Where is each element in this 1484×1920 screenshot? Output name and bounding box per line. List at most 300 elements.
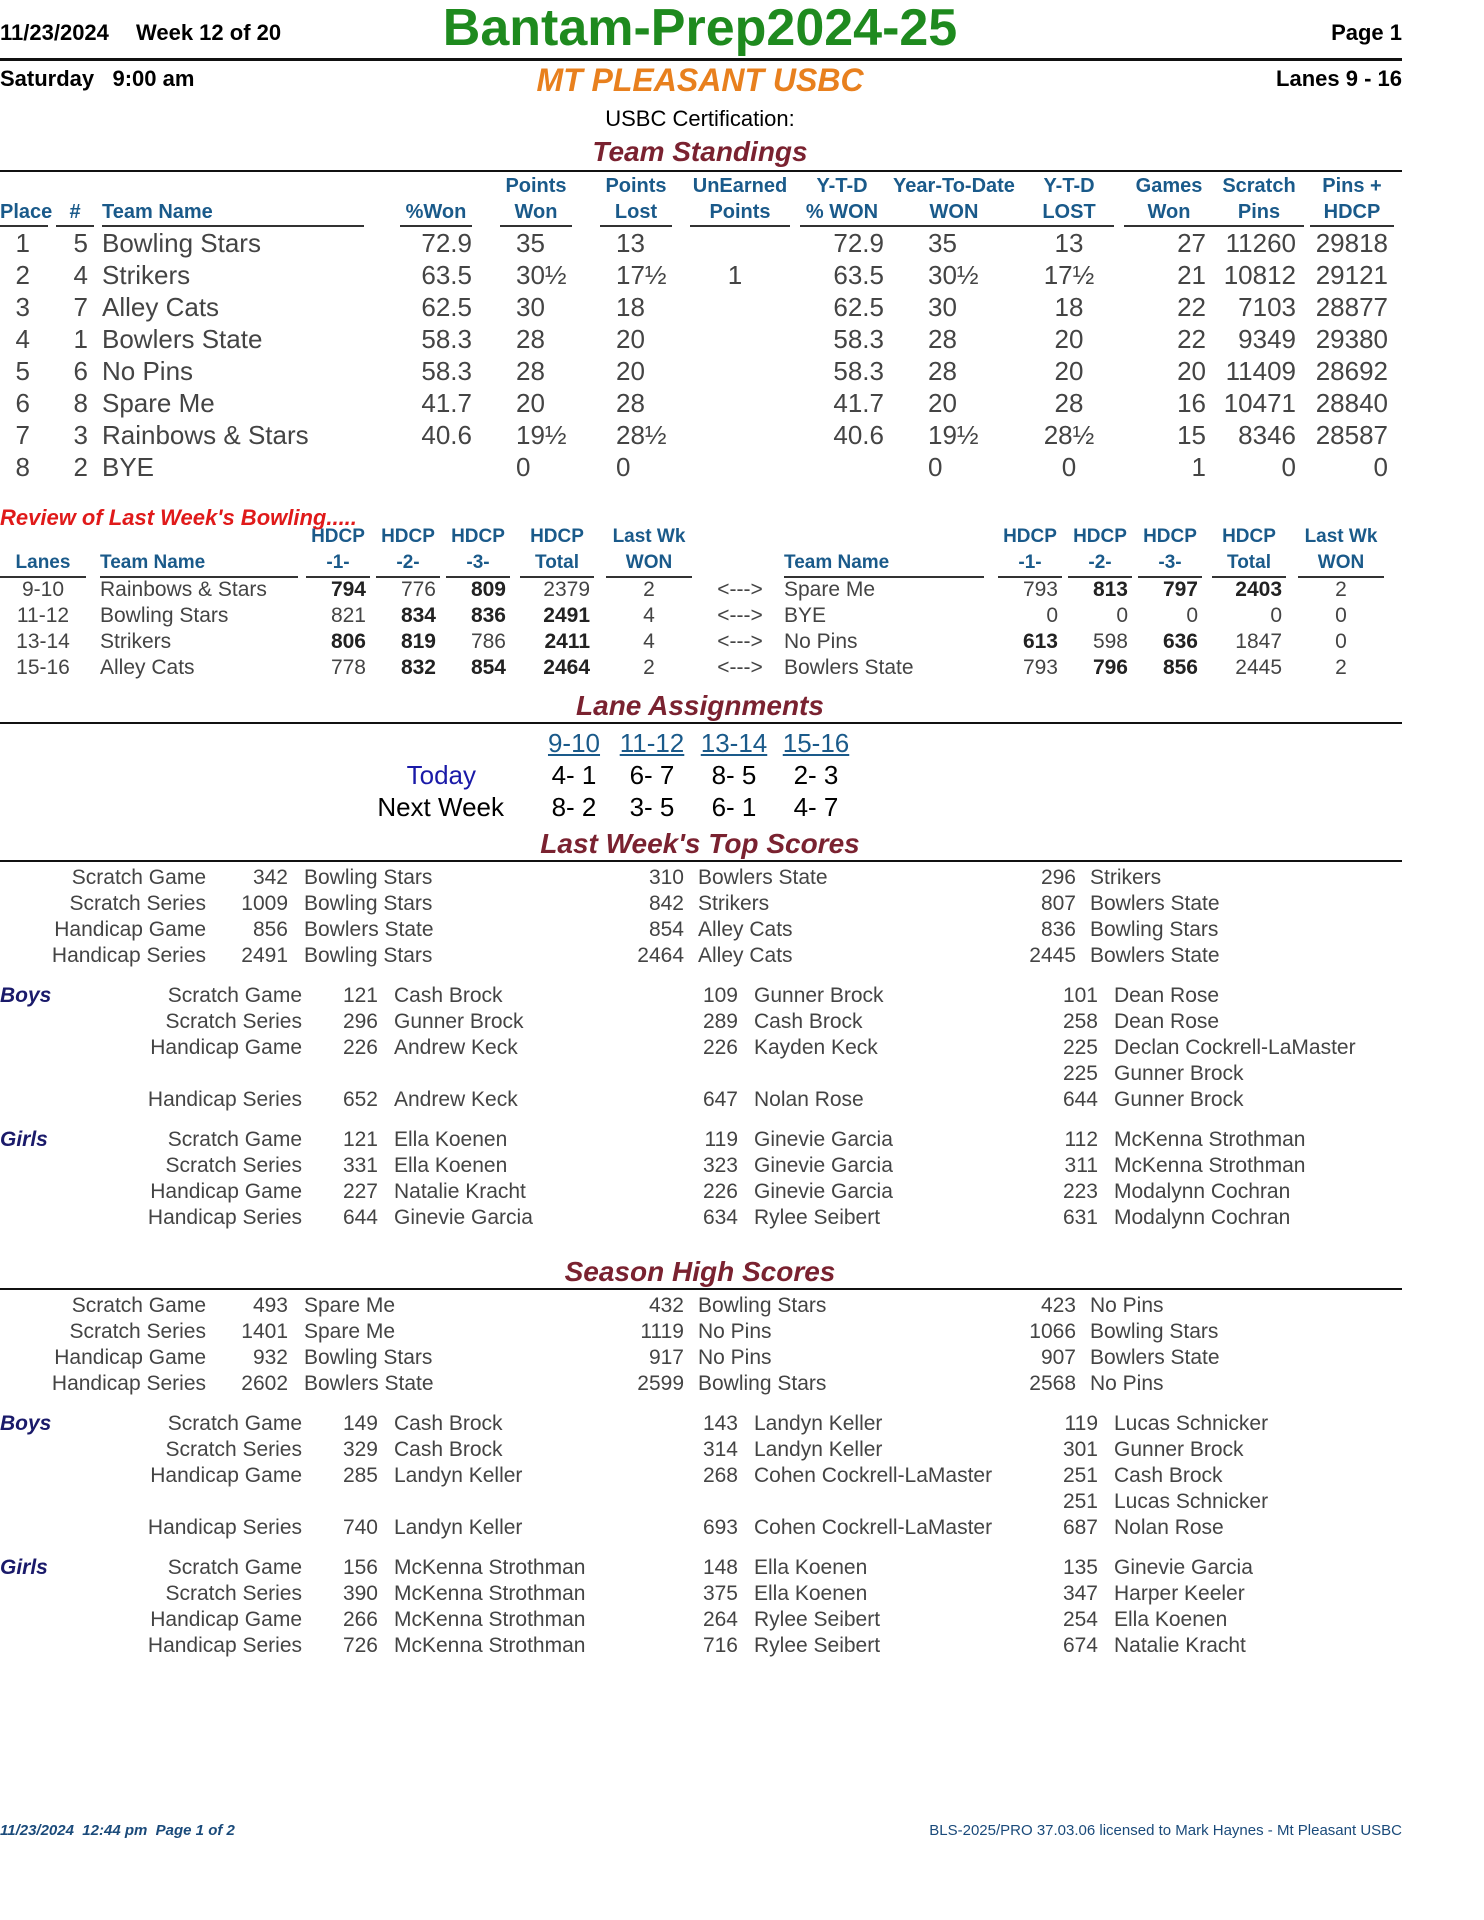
- score-3: 254: [1062, 1608, 1098, 1631]
- review-header-7: [606, 524, 692, 578]
- review-header-top: HDCP: [1222, 526, 1276, 547]
- score-label: [100, 1062, 302, 1088]
- name-3: Bowlers State: [1090, 892, 1220, 915]
- review-header-4: [376, 524, 440, 578]
- score-2: 2464: [637, 944, 684, 967]
- score-1: 121: [342, 984, 378, 1007]
- score-2: 693: [702, 1516, 738, 1539]
- name-3: Gunner Brock: [1114, 1062, 1244, 1085]
- name-2: Rylee Seibert: [754, 1634, 881, 1657]
- review-header-9: [998, 524, 1062, 578]
- standings-header-1: [0, 173, 53, 227]
- standings-pct: 58.3: [421, 356, 472, 386]
- name-1: Bowling Stars: [304, 944, 433, 967]
- league-title: Bantam-Prep2024-25: [442, 0, 958, 57]
- standings-hdcp: 28840: [1315, 388, 1388, 418]
- standings-header-8: [800, 173, 884, 227]
- standings-header-top: UnEarned: [692, 175, 788, 197]
- standings-ytd-won: 30: [928, 292, 957, 322]
- next-week-pair: 4- 7: [793, 792, 839, 822]
- header-rule: [0, 58, 1402, 61]
- score-3: 807: [1040, 892, 1076, 915]
- score-3: 112: [1064, 1128, 1098, 1151]
- score-1: 856: [252, 918, 288, 941]
- lane-assignments-rule: [0, 722, 1402, 724]
- score-3: 423: [1040, 1294, 1076, 1317]
- name-2: Bowling Stars: [698, 1294, 827, 1317]
- review-arrow: <--->: [717, 656, 763, 679]
- today-label: Today: [406, 760, 476, 790]
- standings-num: 8: [73, 388, 88, 418]
- standings-header-bottom: Place: [0, 199, 48, 227]
- standings-won: 0: [516, 452, 531, 482]
- standings-ytd-lost: 0: [1061, 452, 1077, 482]
- name-2: Ella Koenen: [754, 1556, 868, 1579]
- standings-header-top: [0, 173, 48, 199]
- score-2: 226: [702, 1036, 738, 1059]
- name-1: Natalie Kracht: [394, 1180, 526, 1203]
- name-2: Strikers: [698, 892, 770, 915]
- score-label: Scratch Game: [167, 1556, 302, 1579]
- score-1: 652: [342, 1088, 378, 1111]
- standings-ytd-pct: 63.5: [833, 260, 884, 290]
- name-2: Rylee Seibert: [754, 1206, 881, 1229]
- score-label: [100, 1490, 302, 1516]
- standings-header-top: [400, 173, 472, 199]
- standings-header-13: [1310, 173, 1394, 227]
- score-1: 121: [342, 1128, 378, 1151]
- standings-ytd-won: 28: [928, 324, 957, 354]
- review-g1: 821: [330, 604, 366, 627]
- score-2: 119: [704, 1128, 738, 1151]
- standings-row: [0, 324, 1402, 356]
- review-won: 4: [643, 604, 655, 627]
- standings-row: [0, 292, 1402, 324]
- score-2: 716: [702, 1634, 738, 1657]
- name-1: Landyn Keller: [394, 1464, 523, 1487]
- score-2: 289: [702, 1010, 738, 1033]
- review-header-bottom: -3-: [446, 550, 510, 578]
- score-2: 634: [702, 1206, 738, 1229]
- name-3: Bowlers State: [1090, 1346, 1220, 1369]
- standings-num: 7: [73, 292, 88, 322]
- name-2: Ginevie Garcia: [754, 1180, 893, 1203]
- review-header-top: [784, 524, 984, 550]
- review-h1: 613: [1022, 630, 1058, 653]
- name-3: Ella Koenen: [1114, 1608, 1228, 1631]
- standings-header-bottom: Team Name: [102, 199, 364, 227]
- standings-hdcp: 28877: [1315, 292, 1388, 322]
- score-3: 687: [1062, 1516, 1098, 1539]
- standings-ytd-lost: 20: [1054, 356, 1084, 386]
- standings-won: 30: [516, 292, 545, 322]
- score-3: 258: [1062, 1010, 1098, 1033]
- name-1: Gunner Brock: [394, 1010, 524, 1033]
- season-rule: [0, 1288, 1402, 1290]
- standings-scratch: 9349: [1238, 324, 1296, 354]
- name-2: Landyn Keller: [754, 1412, 883, 1435]
- score-3: 225: [1062, 1036, 1098, 1059]
- review-header-top: HDCP: [311, 526, 365, 547]
- score-label: Scratch Series: [69, 892, 206, 915]
- standings-ytd-pct: 58.3: [833, 356, 884, 386]
- standings-games: 22: [1177, 292, 1206, 322]
- standings-header-top: Games: [1135, 175, 1203, 197]
- name-2: Nolan Rose: [754, 1088, 864, 1111]
- standings-header-10: [1024, 173, 1114, 227]
- standings-header-12: [1214, 173, 1304, 227]
- score-3: 251: [1062, 1464, 1098, 1487]
- standings-games: 1: [1191, 452, 1206, 482]
- standings-ytd-pct: 72.9: [833, 228, 884, 258]
- boys-label: Boys: [0, 1412, 52, 1435]
- name-1: McKenna Strothman: [394, 1634, 586, 1657]
- review-lanes: 13-14: [16, 630, 70, 653]
- name-1: Bowlers State: [304, 1372, 434, 1395]
- name-3: McKenna Strothman: [1114, 1128, 1306, 1151]
- score-3: 296: [1040, 866, 1076, 889]
- name-1: Cash Brock: [394, 984, 503, 1007]
- score-1: 227: [342, 1180, 378, 1203]
- standings-team: Bowling Stars: [102, 228, 261, 258]
- review-g2: 834: [400, 604, 436, 627]
- next-week-label: Next Week: [377, 792, 504, 822]
- standings-place: 7: [15, 420, 30, 450]
- name-2: Bowlers State: [698, 866, 828, 889]
- review-header-top: HDCP: [451, 526, 505, 547]
- standings-ytd-lost: 28: [1054, 388, 1084, 418]
- review-header-bottom: -2-: [1068, 550, 1132, 578]
- standings-won: 28: [516, 356, 545, 386]
- standings-lost: 18: [616, 292, 645, 322]
- review-total2: 1847: [1235, 630, 1282, 653]
- standings-lost: 20: [616, 356, 645, 386]
- name-3: Dean Rose: [1114, 984, 1220, 1007]
- review-h2: 0: [1116, 604, 1128, 627]
- review-total2: 0: [1270, 604, 1282, 627]
- review-won: 4: [643, 630, 655, 653]
- review-row: [0, 604, 1402, 630]
- score-label: Handicap Series: [147, 1634, 302, 1657]
- review-team1: Rainbows & Stars: [100, 578, 267, 601]
- standings-team: No Pins: [102, 356, 194, 386]
- score-2: 2599: [637, 1372, 684, 1395]
- score-3: 836: [1040, 918, 1076, 941]
- standings-scratch: 8346: [1238, 420, 1296, 450]
- standings-scratch: 11260: [1225, 228, 1296, 258]
- standings-team: Alley Cats: [102, 292, 220, 322]
- review-header-bottom: -2-: [376, 550, 440, 578]
- standings-team: Spare Me: [102, 388, 215, 418]
- review-header-bottom: -1-: [306, 550, 370, 578]
- review-g1: 806: [330, 630, 366, 653]
- standings-num: 1: [73, 324, 88, 354]
- score-1: [320, 1062, 378, 1088]
- review-header-top: HDCP: [381, 526, 435, 547]
- review-h1: 0: [1046, 604, 1058, 627]
- name-2: Cash Brock: [754, 1010, 863, 1033]
- standings-row: [0, 388, 1402, 420]
- boys-label: Boys: [0, 984, 52, 1007]
- name-3: Nolan Rose: [1114, 1516, 1224, 1539]
- review-header-12: [1212, 524, 1286, 578]
- standings-header-bottom: Pins: [1214, 199, 1304, 227]
- last-week-rule: [0, 860, 1402, 862]
- standings-lost: 20: [616, 324, 645, 354]
- score-label: Handicap Series: [51, 944, 206, 967]
- review-header-bottom: Total: [520, 550, 594, 578]
- standings-header-9: [884, 173, 1024, 227]
- review-g3: 854: [470, 656, 506, 679]
- review-header-top: HDCP: [1073, 526, 1127, 547]
- lanes-range: Lanes 9 - 16: [1276, 66, 1402, 91]
- standings-won: 30½: [516, 260, 567, 290]
- standings-games: 21: [1177, 260, 1206, 290]
- name-2: No Pins: [698, 1346, 772, 1369]
- standings-ytd-pct: 41.7: [833, 388, 884, 418]
- standings-hdcp: 29121: [1315, 260, 1388, 290]
- name-3: Modalynn Cochran: [1114, 1180, 1291, 1203]
- score-2: 323: [702, 1154, 738, 1177]
- standings-team: Rainbows & Stars: [102, 420, 309, 450]
- standings-header-bottom: #: [56, 199, 94, 227]
- report-date: 11/23/2024: [0, 20, 109, 45]
- standings-ytd-lost: 20: [1054, 324, 1084, 354]
- review-header-top: HDCP: [1003, 526, 1057, 547]
- score-3: 301: [1062, 1438, 1098, 1461]
- score-3: 135: [1062, 1556, 1098, 1579]
- score-3: 251: [1062, 1490, 1098, 1513]
- name-3: Modalynn Cochran: [1114, 1206, 1291, 1229]
- standings-won: 19½: [516, 420, 567, 450]
- review-won2: 0: [1335, 630, 1347, 653]
- review-won: 2: [643, 656, 655, 679]
- standings-lost: 13: [616, 228, 645, 258]
- review-h3: 0: [1186, 604, 1198, 627]
- lane-header-9-10: 9-10: [547, 728, 601, 758]
- score-2: 917: [648, 1346, 684, 1369]
- standings-pct: 63.5: [421, 260, 472, 290]
- score-1: 342: [252, 866, 288, 889]
- standings-scratch: 0: [1281, 452, 1296, 482]
- score-label: Handicap Series: [147, 1516, 302, 1539]
- review-h1: 793: [1022, 578, 1058, 601]
- score-2: [680, 1490, 738, 1516]
- score-label: Handicap Game: [150, 1608, 302, 1631]
- review-title: Review of Last Week's Bowling.....: [0, 505, 357, 530]
- score-2: 310: [648, 866, 684, 889]
- score-3: 311: [1064, 1154, 1098, 1177]
- score-3: 644: [1062, 1088, 1098, 1111]
- lane-header-11-12: 11-12: [619, 728, 685, 758]
- standings-scratch: 7103: [1238, 292, 1296, 322]
- review-total: 2411: [544, 630, 590, 653]
- score-2: 148: [702, 1556, 738, 1579]
- lane-header-15-16: 15-16: [782, 728, 850, 758]
- score-3: 119: [1064, 1412, 1098, 1435]
- score-1: 932: [252, 1346, 288, 1369]
- name-1: Andrew Keck: [394, 1036, 518, 1059]
- standings-row: [0, 356, 1402, 388]
- standings-scratch: 10812: [1223, 260, 1296, 290]
- name-3: No Pins: [1090, 1294, 1164, 1317]
- review-h3: 856: [1162, 656, 1198, 679]
- standings-ytd-lost: 18: [1054, 292, 1084, 322]
- standings-hdcp: 28587: [1315, 420, 1388, 450]
- standings-team: Bowlers State: [102, 324, 263, 354]
- name-1: Ella Koenen: [394, 1128, 508, 1151]
- standings-header-3: [102, 173, 364, 227]
- score-label: Handicap Game: [54, 918, 206, 941]
- standings-header-top: Points: [605, 175, 667, 197]
- standings-header-bottom: HDCP: [1310, 199, 1394, 227]
- score-1: 226: [342, 1036, 378, 1059]
- review-won2: 2: [1335, 578, 1347, 601]
- name-3: Bowling Stars: [1090, 1320, 1219, 1343]
- review-header-10: [1068, 524, 1132, 578]
- name-3: Dean Rose: [1114, 1010, 1220, 1033]
- score-3: 1066: [1029, 1320, 1076, 1343]
- review-header-3: [306, 524, 370, 578]
- review-lanes: 11-12: [16, 604, 70, 627]
- standings-place: 4: [15, 324, 30, 354]
- score-2: 268: [702, 1464, 738, 1487]
- name-1: McKenna Strothman: [394, 1556, 586, 1579]
- score-2: 143: [702, 1412, 738, 1435]
- review-h2: 796: [1092, 656, 1128, 679]
- season-title: Season High Scores: [564, 1256, 836, 1287]
- standings-scratch: 10471: [1223, 388, 1296, 418]
- review-lanes: 15-16: [16, 656, 70, 679]
- standings-row: [0, 452, 1402, 484]
- standings-games: 20: [1177, 356, 1206, 386]
- lane-header-13-14: 13-14: [700, 728, 768, 758]
- standings-header-bottom: WON: [884, 199, 1024, 227]
- review-g2: 776: [400, 578, 436, 601]
- review-header-8: [784, 524, 984, 578]
- standings-ytd-won: 35: [928, 228, 957, 258]
- lane-assignments-title: Lane Assignments: [576, 690, 824, 721]
- score-2: 842: [648, 892, 684, 915]
- review-header-6: [520, 524, 594, 578]
- score-3: 101: [1062, 984, 1098, 1007]
- standings-ytd-won: 20: [928, 388, 957, 418]
- standings-games: 16: [1177, 388, 1206, 418]
- name-1: Bowlers State: [304, 918, 434, 941]
- score-1: 740: [342, 1516, 378, 1539]
- standings-ytd-pct: 58.3: [833, 324, 884, 354]
- standings-place: 6: [15, 388, 30, 418]
- review-g2: 819: [400, 630, 436, 653]
- name-3: Gunner Brock: [1114, 1438, 1244, 1461]
- standings-place: 1: [15, 228, 30, 258]
- score-2: 1119: [640, 1320, 684, 1343]
- score-2: 375: [702, 1582, 738, 1605]
- name-2: Landyn Keller: [754, 1438, 883, 1461]
- score-3: 223: [1062, 1180, 1098, 1203]
- standings-pct: 40.6: [421, 420, 472, 450]
- standings-hdcp: 0: [1373, 452, 1388, 482]
- name-2: No Pins: [698, 1320, 772, 1343]
- score-1: [320, 1490, 378, 1516]
- review-total2: 2445: [1235, 656, 1282, 679]
- review-team1: Bowling Stars: [100, 604, 229, 627]
- score-label: Scratch Game: [71, 1294, 206, 1317]
- review-header-bottom: -1-: [998, 550, 1062, 578]
- score-1: 493: [252, 1294, 288, 1317]
- association-name: MT PLEASANT USBC: [536, 62, 864, 98]
- review-h3: 636: [1162, 630, 1198, 653]
- review-arrow: <--->: [717, 604, 763, 627]
- review-total2: 2403: [1235, 578, 1282, 601]
- score-label: Handicap Series: [51, 1372, 206, 1395]
- day-time: Saturday 9:00 am: [0, 66, 195, 91]
- standings-ytd-won: 30½: [928, 260, 979, 290]
- standings-hdcp: 29380: [1315, 324, 1388, 354]
- name-1: Cash Brock: [394, 1438, 503, 1461]
- standings-num: 4: [73, 260, 88, 290]
- standings-ytd-lost: 28½: [1043, 420, 1095, 450]
- score-3: 907: [1040, 1346, 1076, 1369]
- review-header-bottom: Team Name: [100, 550, 298, 578]
- review-header-5: [446, 524, 510, 578]
- standings-header-6: [600, 173, 672, 227]
- standings-lost: 0: [616, 452, 631, 482]
- name-2: Gunner Brock: [754, 984, 884, 1007]
- standings-games: 22: [1177, 324, 1206, 354]
- review-header-top: HDCP: [530, 526, 584, 547]
- score-label: Scratch Series: [69, 1320, 206, 1343]
- name-2: Ella Koenen: [754, 1582, 868, 1605]
- score-2: 647: [702, 1088, 738, 1111]
- standings-header-bottom: % WON: [800, 199, 884, 227]
- standings-header-bottom: Won: [500, 199, 572, 227]
- standings-row: [0, 228, 1402, 260]
- name-2: Bowling Stars: [698, 1372, 827, 1395]
- score-label: Handicap Game: [150, 1464, 302, 1487]
- score-label: Handicap Game: [150, 1036, 302, 1059]
- review-total: 2491: [543, 604, 590, 627]
- review-lanes: 9-10: [21, 578, 65, 601]
- score-label: Scratch Game: [167, 1412, 302, 1435]
- standings-header-top: [102, 173, 364, 199]
- score-label: Scratch Series: [165, 1010, 302, 1033]
- standings-lost: 28½: [616, 420, 667, 450]
- name-3: Strikers: [1090, 866, 1162, 889]
- standings-header-top: Y-T-D: [1043, 175, 1095, 197]
- review-h1: 793: [1022, 656, 1058, 679]
- standings-ytd-lost: 17½: [1043, 260, 1095, 290]
- name-2: Alley Cats: [698, 944, 793, 967]
- review-header-top: [0, 524, 86, 550]
- name-3: Lucas Schnicker: [1114, 1412, 1269, 1435]
- review-won2: 0: [1335, 604, 1347, 627]
- standings-header-2: [56, 173, 94, 227]
- standings-header-top: Pins +: [1322, 175, 1382, 197]
- standings-ytd-won: 19½: [928, 420, 979, 450]
- standings-place: 8: [15, 452, 30, 482]
- name-3: Declan Cockrell-LaMaster: [1114, 1036, 1356, 1059]
- score-3: 347: [1062, 1582, 1098, 1605]
- review-row: [0, 630, 1402, 656]
- score-label: Scratch Game: [167, 1128, 302, 1151]
- standings-won: 20: [516, 388, 545, 418]
- review-team2: No Pins: [784, 630, 858, 653]
- standings-header-11: [1124, 173, 1214, 227]
- name-3: Lucas Schnicker: [1114, 1490, 1269, 1513]
- score-2: [680, 1062, 738, 1088]
- standings-lost: 28: [616, 388, 645, 418]
